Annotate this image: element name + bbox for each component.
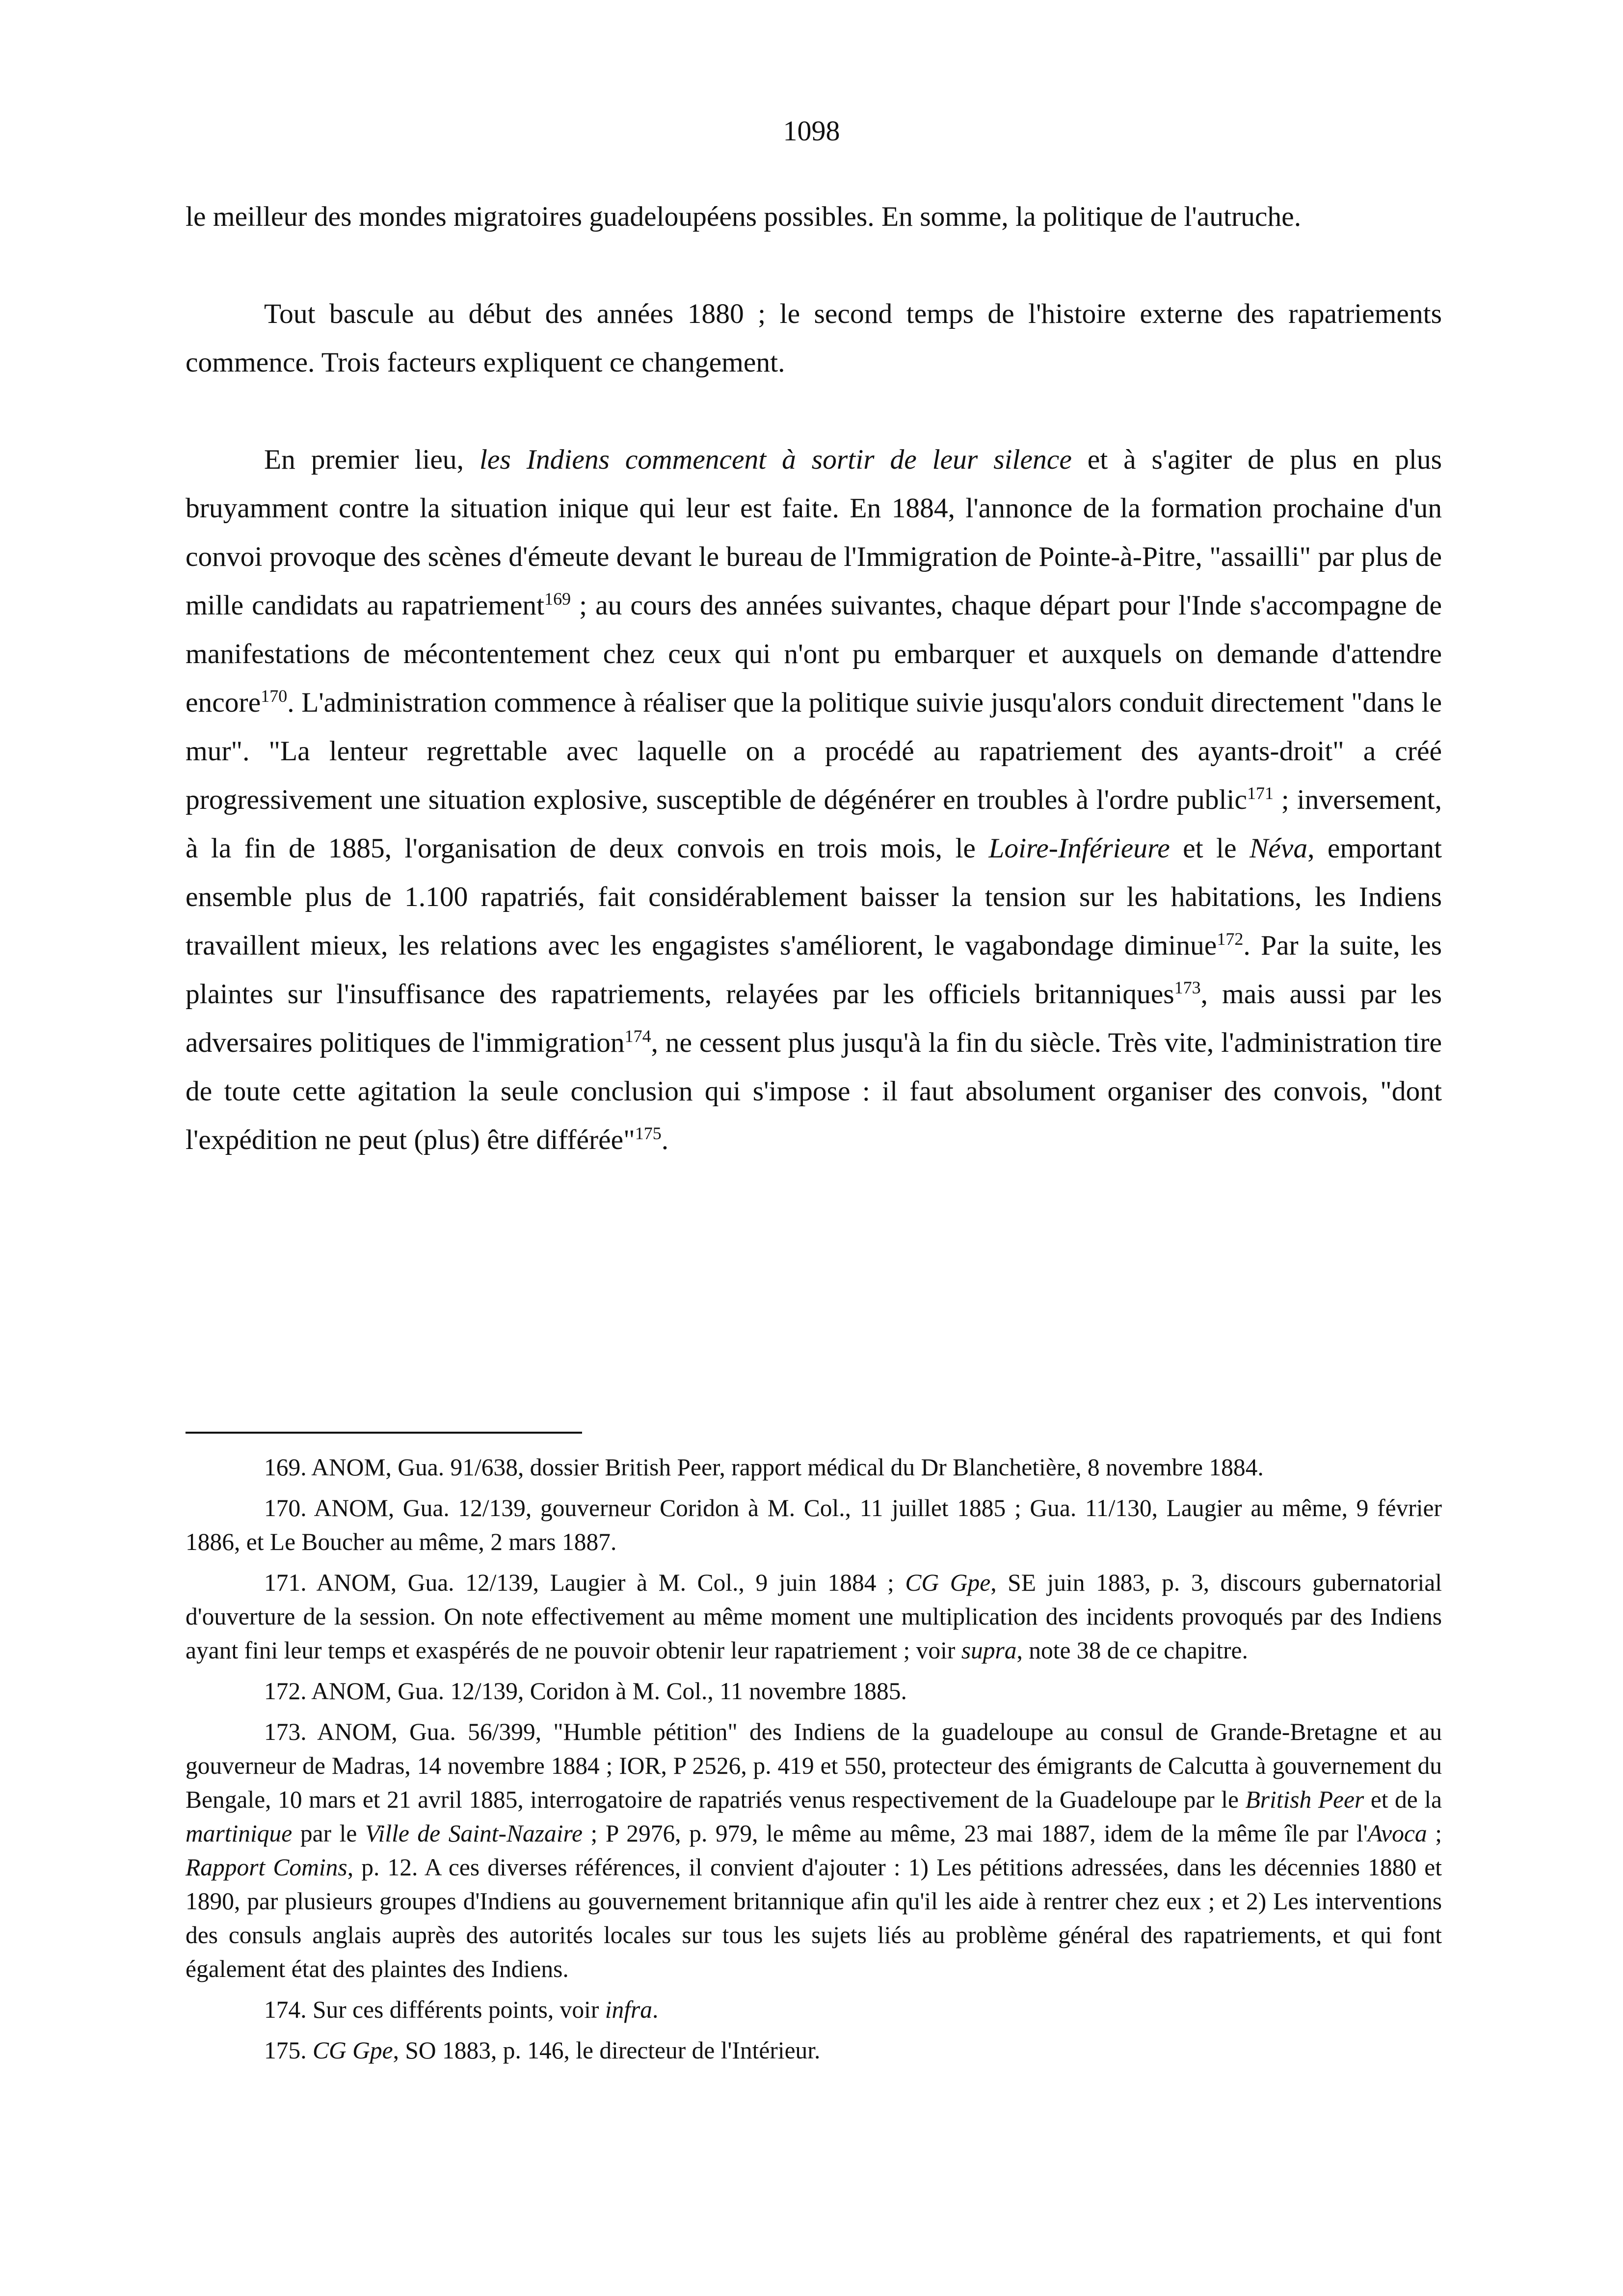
text-run: 174. Sur ces différents points, voir xyxy=(264,1996,605,2023)
text-run: , ne cessent plus jusqu'à la fin du siècle. Très vite, l'administration tire de toute cette agitation la seule conclusion qui s'impose : il faut absolument organiser des convois, "dont l'expédition ne peut (plus) être différée" xyxy=(186,1027,1442,1155)
text-run: Tout bascule au début des années 1880 ; le second temps de l'histoire externe des rapatriements commence. Trois facteurs expliquent ce changement. xyxy=(186,298,1442,378)
italic-text: les Indiens commencent à sortir de leur silence xyxy=(479,444,1072,475)
paragraph xyxy=(186,290,1442,387)
text-run: par le xyxy=(292,1820,366,1847)
text-run: . xyxy=(652,1996,659,2023)
text-run: 169. ANOM, Gua. 91/638, dossier British Peer, rapport médical du Dr Blanchetière, 8 novembre 1884. xyxy=(264,1454,1264,1481)
text-run: , emportant ensemble plus de 1.100 rapatriés, fait considérablement baisser la tension sur les habitations, les Indiens travaillent mieux, les relations avec les engagistes s'améliorent, le vagabondage diminue xyxy=(186,833,1442,961)
footnote xyxy=(186,1450,1442,1484)
page-number: 1098 xyxy=(783,115,840,147)
text-run: . L'administration commence à réaliser que la politique suivie jusqu'alors conduit directement "dans le mur". "La lenteur regrettable avec laquelle on a procédé au rapatriement des ayants-droit" a créé progressivement une situation explosive, susceptible de dégénérer en troubles à l'ordre public xyxy=(186,687,1442,815)
italic-text: CG Gpe xyxy=(905,1569,991,1596)
text-run: . xyxy=(661,1124,669,1155)
footnote xyxy=(186,1674,1442,1708)
text-run: 171. ANOM, Gua. 12/139, Laugier à M. Col., 9 juin 1884 ; xyxy=(264,1569,905,1596)
italic-text: supra xyxy=(961,1637,1017,1664)
footnote xyxy=(186,1715,1442,1986)
footnote xyxy=(186,1993,1442,2027)
italic-text: martinique xyxy=(186,1820,293,1847)
footnote xyxy=(186,1566,1442,1667)
paragraph xyxy=(186,192,1442,241)
italic-text: British Peer xyxy=(1245,1786,1364,1813)
text-run: ; xyxy=(1427,1820,1442,1847)
text-run: , note 38 de ce chapitre. xyxy=(1016,1637,1248,1664)
italic-text: Loire-Inférieure xyxy=(988,833,1170,864)
text-run: , SO 1883, p. 146, le directeur de l'Intérieur. xyxy=(393,2037,821,2064)
body-text xyxy=(186,192,1442,1164)
text-run: ; P 2976, p. 979, le même au même, 23 mai 1887, idem de la même île par l' xyxy=(582,1820,1368,1847)
text-run: . Par la suite, les plaintes sur l'insuffisance des rapatriements, relayées par les officiels britanniques xyxy=(186,930,1442,1010)
footnotes xyxy=(186,1450,1442,2074)
footnote-reference: 171 xyxy=(1247,783,1274,803)
text-run: et à s'agiter de plus en plus bruyamment contre la situation inique qui leur est faite. En 1884, l'annonce de la formation prochaine d'un convoi provoque des scènes d'émeute devant le bureau de l'Immigration de Pointe-à-Pitre, "assailli" par plus de mille candidats au rapatriement xyxy=(186,444,1442,621)
text-run: En premier lieu, xyxy=(264,444,479,475)
text-run: 172. ANOM, Gua. 12/139, Coridon à M. Col., 11 novembre 1885. xyxy=(264,1678,907,1705)
text-run: , mais aussi par les adversaires politiques de l'immigration xyxy=(186,979,1442,1058)
text-run: , SE juin 1883, p. 3, discours gubernatorial d'ouverture de la session. On note effectivement au même moment une multiplication des incidents provoqués par des Indiens ayant fini leur temps et exaspérés de ne pouvoir obtenir leur rapatriement ; voir xyxy=(186,1569,1442,1664)
text-run: le meilleur des mondes migratoires guadeloupéens possibles. En somme, la politique de l'autruche. xyxy=(186,201,1302,232)
italic-text: Avoca xyxy=(1367,1820,1427,1847)
footnote-reference: 172 xyxy=(1217,929,1244,949)
italic-text: CG Gpe xyxy=(313,2037,393,2064)
italic-text: Rapport Comins xyxy=(186,1854,347,1881)
text-run: et de la xyxy=(1364,1786,1442,1813)
footnote-reference: 174 xyxy=(624,1026,651,1046)
text-run: 170. ANOM, Gua. 12/139, gouverneur Coridon à M. Col., 11 juillet 1885 ; Gua. 11/130, Laugier au même, 9 février 1886, et Le Boucher au même, 2 mars 1887. xyxy=(186,1495,1442,1555)
footnote-reference: 170 xyxy=(261,686,288,706)
footnote-reference: 173 xyxy=(1174,977,1201,997)
paragraph xyxy=(186,435,1442,1164)
footnote xyxy=(186,1491,1442,1559)
italic-text: Néva xyxy=(1249,833,1308,864)
footnote-reference: 169 xyxy=(544,588,571,609)
footnote-reference: 175 xyxy=(635,1123,662,1143)
footnote-separator xyxy=(186,1432,582,1434)
text-run: 173. ANOM, Gua. 56/399, "Humble pétition" des Indiens de la guadeloupe au consul de Grande-Bretagne et au gouverneur de Madras, 14 novembre 1884 ; IOR, P 2526, p. 419 et 550, protecteur des émigrants de Calcutta à gouvernement du Bengale, 10 mars et 21 avril 1885, interrogatoire de rapatriés venus respectivement de la Guadeloupe par le xyxy=(186,1718,1442,1813)
text-run: 175. xyxy=(264,2037,313,2064)
text-run: et le xyxy=(1170,833,1250,864)
italic-text: infra xyxy=(605,1996,653,2023)
italic-text: Ville de Saint-Nazaire xyxy=(365,1820,583,1847)
text-run: ; au cours des années suivantes, chaque départ pour l'Inde s'accompagne de manifestations de mécontentement chez ceux qui n'ont pu embarquer et auxquels on demande d'attendre encore xyxy=(186,590,1442,718)
footnote xyxy=(186,2033,1442,2067)
text-run: , p. 12. A ces diverses références, il convient d'ajouter : 1) Les pétitions adressées, dans les décennies 1880 et 1890, par plusieurs groupes d'Indiens au gouvernement britannique afin qu'il les aide à rentrer chez eux ; et 2) Les interventions des consuls anglais auprès des autorités locales sur tous les sujets liés au problème général des rapatriements, et qui font également état des plaintes des Indiens. xyxy=(186,1854,1442,1982)
text-run: ; inversement, à la fin de 1885, l'organisation de deux convois en trois mois, le xyxy=(186,784,1442,864)
